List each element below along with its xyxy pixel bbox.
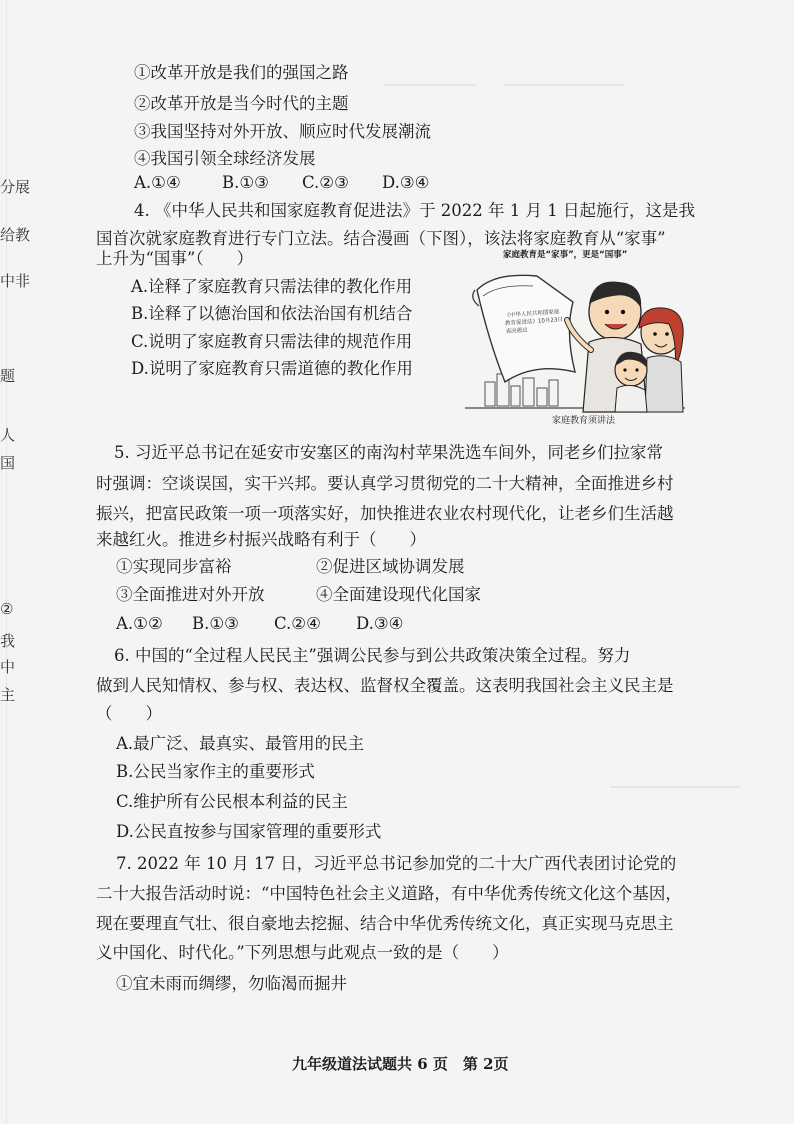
q5-item: ①实现同步富裕 [116, 557, 232, 576]
margin-char: 主 [0, 686, 16, 704]
family-education-comic [455, 248, 687, 430]
q6-stem-line: 6. 中国的“全过程人民民主”强调公民参与到公共政策决策全过程。努力 [114, 646, 631, 665]
margin-char: 中非 [0, 272, 31, 290]
margin-char: 题 [0, 367, 16, 385]
bleed-through [610, 772, 740, 788]
q4-stem-line: 4. 《中华人民共和国家庭教育促进法》于 2022 年 1 月 1 日起施行，这是我 [134, 201, 695, 220]
q5-choices [116, 613, 403, 635]
q7-stem-line: 二十大报告活动时说：“中国特色社会主义道路，有中华优秀传统文化这个基因， [96, 884, 682, 903]
q5-item: ③全面推进对外开放 [116, 585, 265, 604]
q5-stem-line [114, 442, 754, 464]
margin-char: ② [0, 600, 14, 618]
q5-stem-text: 5. 习近平总书记在延安市安塞区的南沟村苹果洗选车间外，同老乡们拉家常 [114, 443, 663, 462]
q3-choice: D.③④ [382, 173, 430, 192]
q5-choice: D.③④ [356, 614, 404, 633]
margin-char: 人 [0, 426, 16, 444]
q7-stem-line: 义中国化、时代化。”下列思想与此观点一致的是（ ） [96, 943, 509, 962]
q6-option: C.维护所有公民根本利益的民主 [116, 792, 348, 811]
margin-char: 中 [0, 658, 16, 676]
q5-item: ④全面建设现代化国家 [316, 585, 481, 604]
q3-item: ①改革开放是我们的强国之路 [134, 63, 349, 82]
bleed-through [385, 70, 475, 86]
q6-option: B.公民当家作主的重要形式 [116, 762, 315, 781]
q3-choice: A.①④ [134, 173, 181, 192]
q4-stem-line: 上升为“国事”（ ） [96, 249, 254, 268]
q3-choice: B.①③ [222, 173, 269, 192]
q4-option: B.诠释了以德治国和依法治国有机结合 [131, 304, 413, 323]
margin-char: 分展 [0, 178, 31, 196]
q5-choice: A.①② [116, 614, 163, 633]
comic-scroll-text: 《中华人民共和国家庭教育促进法》10月23日表决通过 [504, 309, 564, 335]
q5-item: ②促进区域协调发展 [316, 557, 465, 576]
fold-line [6, 0, 7, 1124]
q3-item: ②改革开放是当今时代的主题 [134, 94, 349, 113]
q5-stem-line: 振兴，把富民政策一项一项落实好，加快推进农业农村现代化，让老乡们生活越 [96, 504, 674, 523]
comic-title: 家庭教育是“家事”，更是“国事” [503, 250, 628, 260]
q3-item: ④我国引领全球经济发展 [134, 149, 316, 168]
q4-option: A.诠释了家庭教育只需法律的教化作用 [131, 277, 413, 296]
q6-stem-line: 做到人民知情权、参与权、表达权、监督权全覆盖。这表明我国社会主义民主是 [96, 676, 674, 695]
q5-stem-line: 来越红火。推进乡村振兴战略有利于（ ） [96, 530, 426, 549]
q7-item: ①宜未雨而绸缪，勿临渴而掘井 [116, 974, 347, 993]
q6-option: D.公民直按参与国家管理的重要形式 [116, 822, 382, 841]
margin-char: 我 [0, 632, 16, 650]
q6-option: A.最广泛、最真实、最管用的民主 [116, 734, 365, 753]
q7-stem-line: 7. 2022 年 10 月 17 日，习近平总书记参加党的二十大广西代表团讨论党的 [116, 854, 677, 873]
q3-item: ③我国坚持对外开放、顺应时代发展潮流 [134, 122, 431, 141]
q5-choice: B.①③ [192, 614, 239, 633]
comic-drawing [455, 262, 687, 422]
q5-stem-line: 时强调：空谈误国，实干兴邦。要认真学习贯彻党的二十大精神，全面推进乡村 [96, 474, 674, 493]
margin-char: 国 [0, 454, 16, 472]
q4-stem-line: 国首次就家庭教育进行专门立法。结合漫画（下图），该法将家庭教育从“家事” [96, 229, 666, 248]
page-footer: 九年级道法试题共 6 页 第 2页 [292, 1055, 509, 1073]
margin-char: 给教 [0, 226, 31, 244]
q7-stem-line: 现在要理直气壮、很自豪地去挖掘、结合中华优秀传统文化，真正实现马克思主 [96, 914, 674, 933]
q3-choice: C.②③ [302, 173, 349, 192]
bleed-through [505, 70, 625, 86]
comic-caption: 家庭教育须讲法 [552, 416, 616, 426]
q4-option: D.说明了家庭教育只需道德的教化作用 [131, 359, 413, 378]
q4-option: C.说明了家庭教育只需法律的规范作用 [131, 332, 413, 351]
q3-choices [134, 172, 429, 194]
q6-stem-line: （ ） [96, 704, 162, 723]
q5-choice: C.②④ [274, 614, 321, 633]
